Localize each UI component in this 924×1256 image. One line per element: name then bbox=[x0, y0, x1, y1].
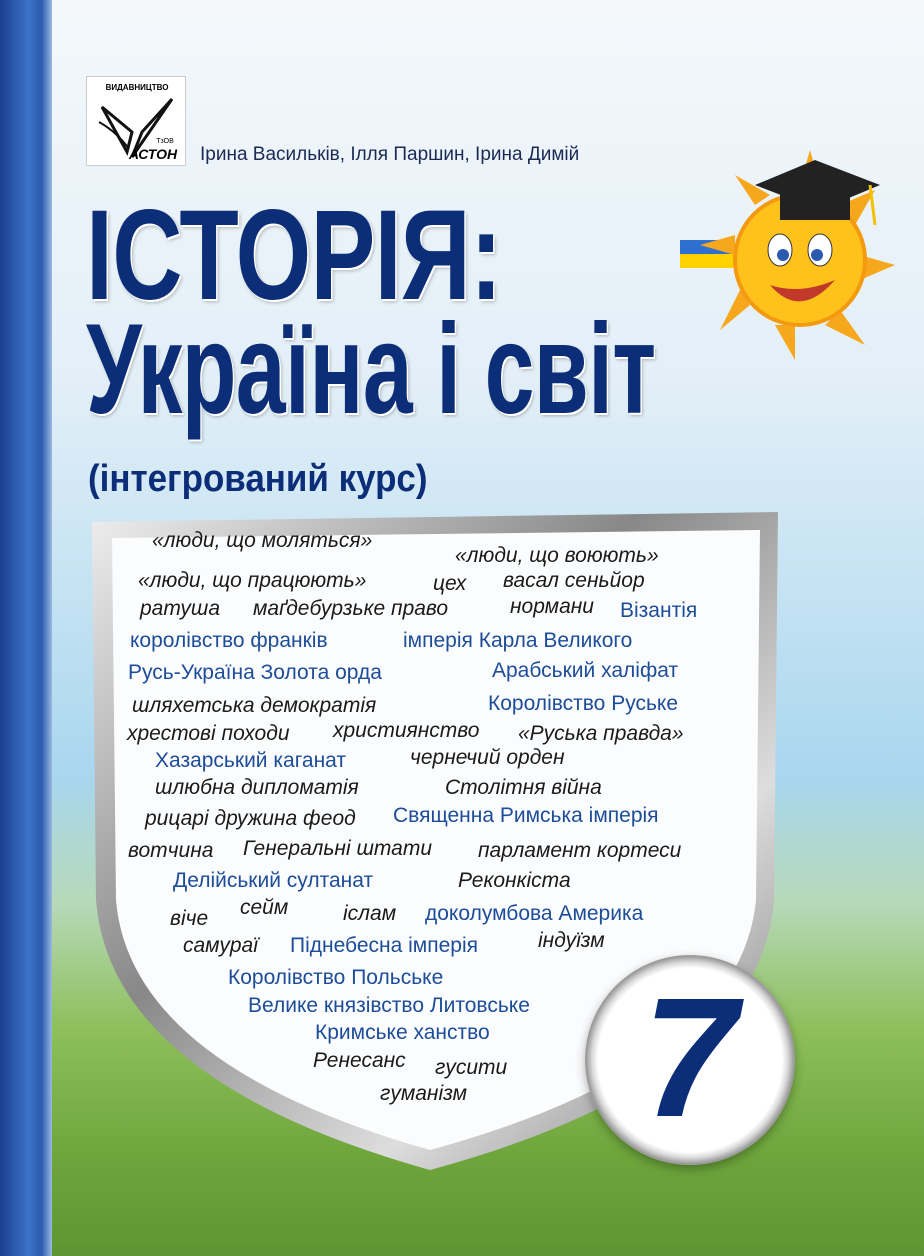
term: гуманізм bbox=[380, 1082, 468, 1105]
term: «Руська правда» bbox=[518, 722, 684, 745]
subtitle: (інтегрований курс) bbox=[88, 458, 428, 500]
term: Хазарський каганат bbox=[155, 749, 346, 772]
term: ратуша bbox=[140, 597, 221, 620]
term: «люди, що моляться» bbox=[152, 529, 373, 552]
term: «люди, що працюють» bbox=[138, 569, 367, 592]
grade-badge bbox=[585, 955, 795, 1165]
term: хрестові походи bbox=[127, 722, 290, 745]
term: чернечий орден bbox=[410, 746, 565, 769]
term: Велике князівство Литовське bbox=[248, 994, 530, 1017]
term: нормани bbox=[510, 595, 594, 618]
term: шлюбна дипломатія bbox=[155, 776, 359, 799]
term: Делійський султанат bbox=[173, 869, 374, 892]
term: Реконкіста bbox=[458, 869, 571, 892]
term: доколумбова Америка bbox=[425, 902, 644, 925]
term: Русь-Україна Золота орда bbox=[128, 661, 382, 684]
svg-text:ВИДАВНИЦТВО: ВИДАВНИЦТВО bbox=[105, 83, 169, 92]
term: Генеральні штати bbox=[243, 837, 433, 860]
term: шляхетська демократія bbox=[132, 694, 377, 717]
term: Візантія bbox=[620, 599, 698, 622]
term: рицарі дружина феод bbox=[145, 807, 356, 830]
svg-text:ТзОВ: ТзОВ bbox=[156, 138, 174, 145]
term: Арабський халіфат bbox=[492, 659, 679, 682]
term: Ренесанс bbox=[313, 1049, 406, 1072]
term: Столітня війна bbox=[445, 776, 602, 799]
term: індуїзм bbox=[538, 929, 605, 952]
term: «люди, що воюють» bbox=[455, 544, 659, 567]
term: імперія Карла Великого bbox=[403, 629, 633, 652]
title-line-1: ІСТОРІЯ: bbox=[86, 184, 502, 327]
term: іслам bbox=[343, 902, 397, 925]
term: Королівство Польське bbox=[228, 966, 444, 989]
term: Королівство Руське bbox=[488, 692, 679, 715]
term: парламент кортеси bbox=[478, 839, 682, 862]
term: вотчина bbox=[128, 839, 214, 862]
authors: Ірина Васильків, Ілля Паршин, Ірина Димій bbox=[200, 144, 580, 165]
term: Піднебесна імперія bbox=[290, 934, 479, 957]
term: васал сеньйор bbox=[503, 569, 645, 592]
term: маґдебурзьке право bbox=[253, 597, 449, 620]
term: Кримське ханство bbox=[315, 1021, 490, 1044]
term: гусити bbox=[435, 1056, 508, 1079]
term: цех bbox=[433, 572, 467, 595]
term: королівство франків bbox=[130, 629, 328, 652]
term: сейм bbox=[240, 896, 289, 919]
title-line-2: Україна і світ bbox=[86, 298, 656, 441]
term: віче bbox=[170, 907, 209, 930]
grade-number: 7 bbox=[642, 963, 738, 1153]
svg-text:АСТОН: АСТОН bbox=[128, 146, 178, 162]
term: християнство bbox=[333, 719, 480, 742]
term: самураї bbox=[183, 934, 258, 957]
term: Священна Римська імперія bbox=[393, 804, 659, 827]
